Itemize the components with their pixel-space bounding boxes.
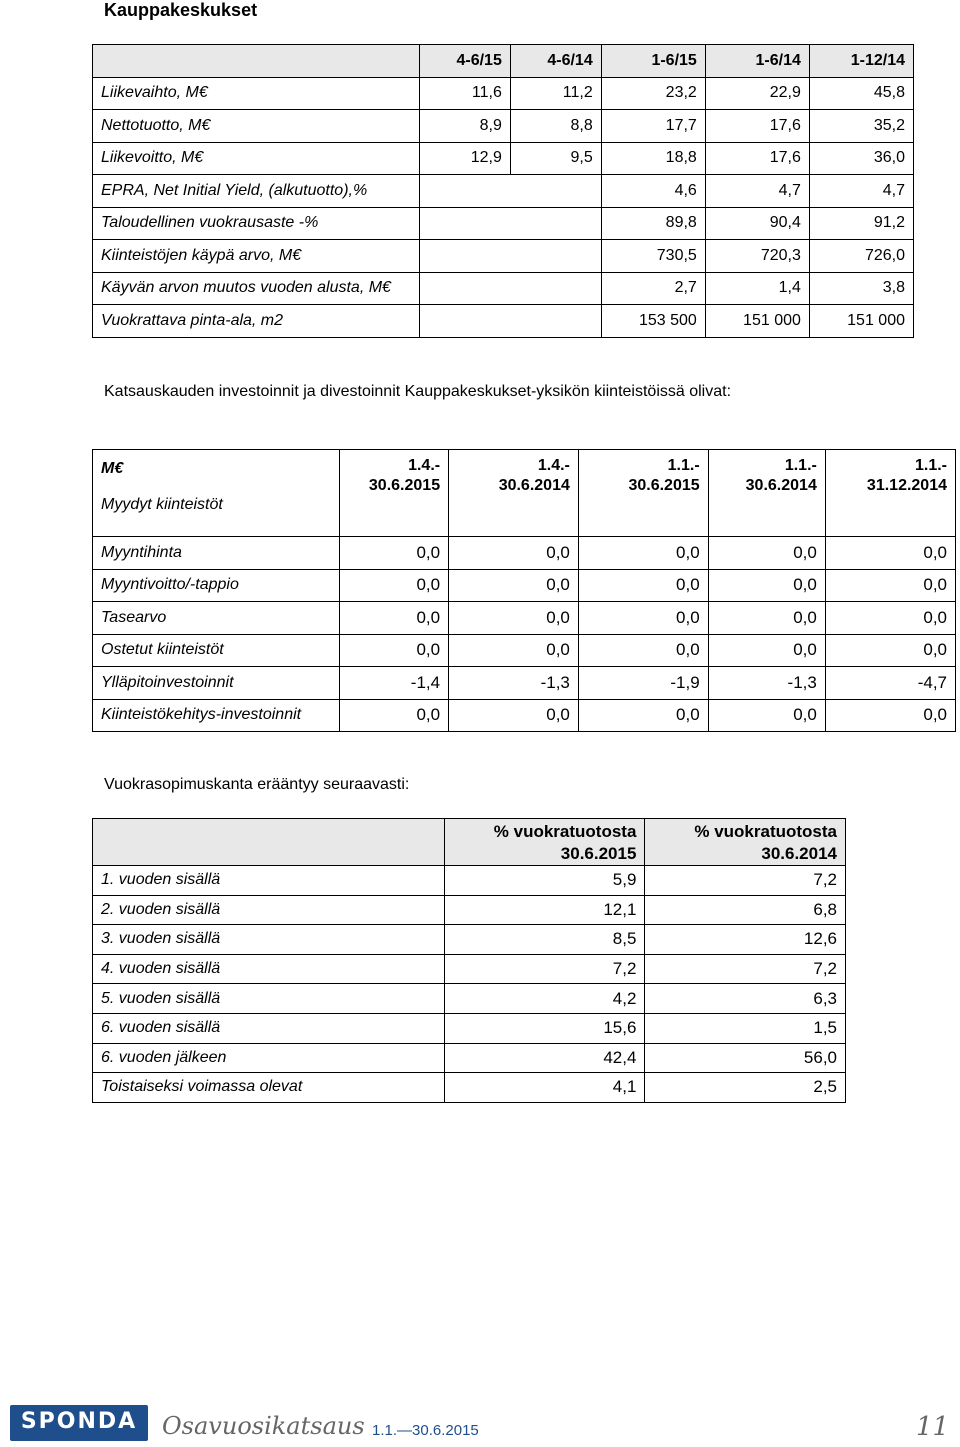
table-row	[93, 569, 956, 602]
logo-text: SPONDA	[20, 1409, 138, 1434]
table-row	[93, 142, 914, 175]
investments-table	[92, 449, 956, 732]
value-cell: 0,0	[578, 602, 708, 635]
value-cell: 6,8	[645, 895, 846, 925]
column-header: 1-12/14	[809, 45, 913, 78]
value-cell: 0,0	[449, 537, 579, 570]
value-cell: 726,0	[809, 240, 913, 273]
row-label: Käyvän arvon muutos vuoden alusta, M€	[93, 272, 420, 305]
column-header-line2: 30.6.2015	[560, 844, 637, 863]
value-cell: 0,0	[708, 699, 825, 732]
table-row	[93, 634, 956, 667]
table-row	[93, 699, 956, 732]
table-row	[93, 537, 956, 570]
value-cell: 4,7	[809, 175, 913, 208]
value-cell: 0,0	[708, 537, 825, 570]
empty-cell	[419, 305, 601, 338]
value-cell: 0,0	[578, 699, 708, 732]
value-cell: 91,2	[809, 207, 913, 240]
row-label: 3. vuoden sisällä	[93, 925, 445, 955]
value-cell: 0,0	[708, 569, 825, 602]
table-row	[93, 602, 956, 635]
value-cell: 0,0	[578, 634, 708, 667]
key-figures-table	[92, 44, 914, 338]
value-cell: 720,3	[705, 240, 809, 273]
value-cell: 0,0	[825, 602, 955, 635]
value-cell: 0,0	[339, 537, 448, 570]
row-label: Nettotuotto, M€	[93, 110, 420, 143]
column-header	[339, 450, 448, 537]
value-cell: 4,6	[601, 175, 705, 208]
column-header: 1-6/14	[705, 45, 809, 78]
column-header-line1: 1.4.-	[537, 457, 570, 474]
column-header: 4-6/15	[419, 45, 510, 78]
value-cell: 4,7	[705, 175, 809, 208]
value-cell: 89,8	[601, 207, 705, 240]
value-cell: 1,4	[705, 272, 809, 305]
section-title: Kauppakeskukset	[104, 0, 258, 20]
value-cell: 0,0	[708, 602, 825, 635]
value-cell: 8,5	[444, 925, 645, 955]
column-header	[449, 450, 579, 537]
column-header-line1: % vuokratuotosta	[493, 822, 637, 841]
row-label: Vuokrattava pinta-ala, m2	[93, 305, 420, 338]
value-cell: 0,0	[708, 634, 825, 667]
table-row	[93, 1073, 846, 1103]
column-header-line2: 30.6.2015	[368, 477, 441, 494]
empty-cell	[419, 272, 601, 305]
value-cell: 0,0	[449, 699, 579, 732]
value-cell: 35,2	[809, 110, 913, 143]
value-cell: 0,0	[339, 569, 448, 602]
value-cell: -1,3	[449, 667, 579, 700]
value-cell: 45,8	[809, 77, 913, 110]
value-cell: 7,2	[645, 954, 846, 984]
row-label: Toistaiseksi voimassa olevat	[93, 1073, 445, 1103]
value-cell: 151 000	[809, 305, 913, 338]
row-label: 1. vuoden sisällä	[93, 866, 445, 896]
column-header-line2: 30.6.2014	[761, 844, 837, 863]
value-cell: 2,5	[645, 1073, 846, 1103]
value-cell: 42,4	[444, 1043, 645, 1073]
table-row	[93, 667, 956, 700]
value-cell: 0,0	[825, 537, 955, 570]
value-cell: 0,0	[578, 569, 708, 602]
row-label: 2. vuoden sisällä	[93, 895, 445, 925]
row-label: Kiinteistökehitys-investoinnit	[93, 699, 340, 732]
value-cell: 0,0	[825, 699, 955, 732]
row-label: Myyntivoitto/-tappio	[93, 569, 340, 602]
value-cell: -1,9	[578, 667, 708, 700]
value-cell: 0,0	[449, 602, 579, 635]
value-cell: 17,7	[601, 110, 705, 143]
row-label: 6. vuoden sisällä	[93, 1013, 445, 1043]
value-cell: 17,6	[705, 142, 809, 175]
value-cell: 4,2	[444, 984, 645, 1014]
corner-cell	[93, 819, 445, 866]
page-number: 11	[916, 1412, 950, 1442]
table-row	[93, 272, 914, 305]
column-header-line2: 30.6.2015	[628, 477, 700, 494]
column-header	[825, 450, 955, 537]
header-row	[93, 819, 846, 866]
column-header	[444, 819, 645, 866]
column-header	[708, 450, 825, 537]
column-header-line2: 30.6.2014	[498, 477, 570, 494]
value-cell: 730,5	[601, 240, 705, 273]
row-label: 5. vuoden sisällä	[93, 984, 445, 1014]
table-row	[93, 925, 846, 955]
lease-intro: Vuokrasopimuskanta erääntyy seuraavasti:	[104, 776, 410, 793]
value-cell: 4,1	[444, 1073, 645, 1103]
row-label: 6. vuoden jälkeen	[93, 1043, 445, 1073]
value-cell: -1,4	[339, 667, 448, 700]
value-cell: 90,4	[705, 207, 809, 240]
value-cell: 8,9	[419, 110, 510, 143]
column-header	[645, 819, 846, 866]
value-cell: 11,2	[510, 77, 601, 110]
row-label: Ylläpitoinvestoinnit	[93, 667, 340, 700]
table-row	[93, 175, 914, 208]
value-cell: 12,1	[444, 895, 645, 925]
table-row	[93, 240, 914, 273]
value-cell: 0,0	[578, 537, 708, 570]
value-cell: 0,0	[449, 634, 579, 667]
value-cell: 12,9	[419, 142, 510, 175]
unit-label: M€	[101, 460, 124, 477]
empty-cell	[419, 207, 601, 240]
row-label: Ostetut kiinteistöt	[93, 634, 340, 667]
table-row	[93, 77, 914, 110]
column-header-line1: 1.1.-	[914, 457, 947, 474]
value-cell: 0,0	[339, 634, 448, 667]
corner-cell	[93, 45, 420, 78]
value-cell: 153 500	[601, 305, 705, 338]
value-cell: 0,0	[339, 699, 448, 732]
header-row	[93, 45, 914, 78]
value-cell: 18,8	[601, 142, 705, 175]
table-row	[93, 207, 914, 240]
column-header	[578, 450, 708, 537]
value-cell: 1,5	[645, 1013, 846, 1043]
value-cell: 7,2	[444, 954, 645, 984]
value-cell: 0,0	[339, 602, 448, 635]
empty-cell	[419, 240, 601, 273]
value-cell: 56,0	[645, 1043, 846, 1073]
value-cell: 6,3	[645, 984, 846, 1014]
table-row	[93, 1043, 846, 1073]
investments-intro: Katsauskauden investoinnit ja divestoinnit Kauppakeskukset-yksikön kiinteistöissä olivat:	[104, 383, 732, 400]
table-row	[93, 984, 846, 1014]
value-cell: 151 000	[705, 305, 809, 338]
value-cell: 2,7	[601, 272, 705, 305]
value-cell: 15,6	[444, 1013, 645, 1043]
table-row	[93, 866, 846, 896]
table-row	[93, 110, 914, 143]
row-label: Taloudellinen vuokrausaste -%	[93, 207, 420, 240]
table-row	[93, 954, 846, 984]
lease-expiry-table	[92, 818, 846, 1103]
column-header-line2: 30.6.2014	[745, 477, 817, 494]
value-cell: 22,9	[705, 77, 809, 110]
value-cell: 7,2	[645, 866, 846, 896]
row-label: Liikevaihto, M€	[93, 77, 420, 110]
value-cell: 9,5	[510, 142, 601, 175]
sold-properties-label: Myydyt kiinteistöt	[101, 496, 223, 513]
header-row	[93, 450, 956, 537]
column-header-line1: 1.1.-	[784, 457, 817, 474]
value-cell: -4,7	[825, 667, 955, 700]
value-cell: -1,3	[708, 667, 825, 700]
value-cell: 36,0	[809, 142, 913, 175]
row-label: 4. vuoden sisällä	[93, 954, 445, 984]
value-cell: 0,0	[449, 569, 579, 602]
report-title: Osavuosikatsaus	[162, 1412, 365, 1440]
row-label: Liikevoitto, M€	[93, 142, 420, 175]
table-row	[93, 305, 914, 338]
value-cell: 12,6	[645, 925, 846, 955]
value-cell: 0,0	[825, 569, 955, 602]
row-label: EPRA, Net Initial Yield, (alkutuotto),%	[93, 175, 420, 208]
value-cell: 3,8	[809, 272, 913, 305]
column-header-line1: 1.4.-	[408, 457, 441, 474]
row-label: Kiinteistöjen käypä arvo, M€	[93, 240, 420, 273]
column-header: 1-6/15	[601, 45, 705, 78]
row-label: Tasearvo	[93, 602, 340, 635]
report-period: 1.1.—30.6.2015	[372, 1422, 479, 1439]
column-header: 4-6/14	[510, 45, 601, 78]
column-header-line1: % vuokratuotosta	[694, 822, 837, 841]
value-cell: 5,9	[444, 866, 645, 896]
column-header-line2: 31.12.2014	[866, 477, 947, 494]
empty-cell	[419, 175, 601, 208]
value-cell: 17,6	[705, 110, 809, 143]
table-row	[93, 895, 846, 925]
corner-cell	[93, 450, 340, 537]
value-cell: 8,8	[510, 110, 601, 143]
column-header-line1: 1.1.-	[667, 457, 700, 474]
row-label: Myyntihinta	[93, 537, 340, 570]
value-cell: 23,2	[601, 77, 705, 110]
value-cell: 0,0	[825, 634, 955, 667]
value-cell: 11,6	[419, 77, 510, 110]
table-row	[93, 1013, 846, 1043]
